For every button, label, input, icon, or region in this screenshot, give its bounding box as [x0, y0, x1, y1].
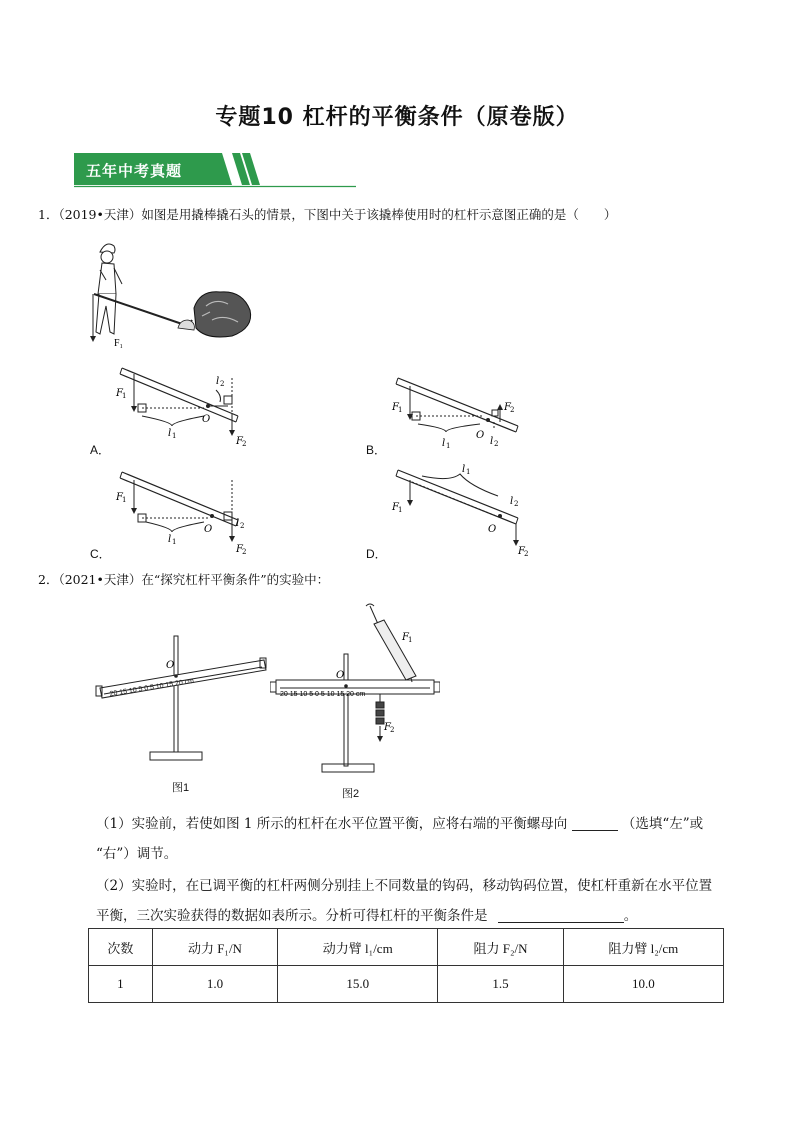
svg-text:1: 1 — [446, 442, 451, 450]
table-row — [89, 966, 724, 1003]
question-2-text: 2．（2021•天津）在“探究杠杆平衡条件”的实验中： — [38, 572, 330, 587]
page-title: 专题10 杠杆的平衡条件（原卷版） — [215, 105, 579, 130]
svg-text:l: l — [442, 438, 446, 449]
svg-text:2: 2 — [240, 522, 245, 530]
svg-text:F: F — [116, 492, 123, 503]
table-header-row — [89, 929, 724, 966]
question-1-text: 1．（2019•天津）如图是用撬棒撬石头的情景，下图中关于该撬棒使用时的杠杆示意图正确的是（ ） — [38, 207, 617, 222]
table-cell: 1.0 — [152, 966, 277, 1003]
svg-text:1: 1 — [172, 432, 177, 440]
section-banner-label: 五年中考真题 — [86, 162, 183, 180]
svg-text:F: F — [236, 436, 243, 447]
svg-text:l: l — [490, 436, 494, 447]
svg-text:2: 2 — [524, 550, 529, 556]
f1-label: F₁ — [114, 338, 124, 349]
part-1-text-a: （1）实验前，若使如图 1 所示的杠杆在水平位置平衡，应将右端的平衡螺母向 — [96, 816, 568, 832]
part-2-text-b: 平衡，三次实验获得的数据如表所示。分析可得杠杆的平衡条件是 — [96, 908, 488, 924]
svg-text:F: F — [518, 546, 525, 556]
svg-text:1: 1 — [398, 506, 403, 514]
figure-1-caption: 图1 — [172, 782, 190, 794]
svg-text:l: l — [168, 534, 172, 545]
svg-text:1: 1 — [408, 636, 413, 644]
table-header-cell: 动力臂 l₁/cm — [278, 929, 438, 966]
option-c-diagram — [112, 466, 252, 556]
lever-figure-2 — [270, 602, 440, 774]
svg-text:1: 1 — [122, 392, 127, 400]
svg-text:l: l — [216, 376, 220, 387]
option-d-diagram — [390, 462, 540, 556]
svg-text:O: O — [476, 430, 485, 441]
svg-text:l: l — [510, 496, 514, 507]
figure-2-caption: 图2 — [342, 788, 360, 800]
svg-text:20 15 10 5 0 5 10 15 20 cm: 20 15 10 5 0 5 10 15 20 cm — [109, 677, 195, 698]
svg-text:O: O — [204, 524, 213, 535]
svg-text:20 15 10 5 0 5 10 15 20 cm: 20 15 10 5 0 5 10 15 20 cm — [280, 691, 366, 698]
svg-text:2: 2 — [242, 440, 247, 448]
svg-text:2: 2 — [242, 548, 247, 556]
svg-text:l: l — [462, 464, 466, 475]
answer-blank-1[interactable] — [572, 816, 618, 831]
table-cell: 15.0 — [278, 966, 438, 1003]
svg-text:2: 2 — [510, 406, 515, 414]
table-cell: 1 — [89, 966, 153, 1003]
svg-text:F: F — [392, 402, 399, 413]
svg-text:1: 1 — [466, 468, 471, 476]
svg-text:F: F — [384, 722, 391, 733]
svg-text:O: O — [202, 414, 211, 425]
part-1-text-b: （选填“左”或 — [621, 816, 704, 832]
option-b-diagram — [390, 370, 540, 454]
svg-text:F: F — [402, 632, 409, 643]
svg-text:l: l — [168, 428, 172, 439]
svg-text:2: 2 — [494, 440, 499, 448]
svg-text:F: F — [116, 388, 123, 399]
crowbar-scene-figure — [82, 236, 266, 350]
svg-text:O: O — [488, 524, 497, 535]
svg-text:O: O — [336, 670, 345, 681]
part-2-text-a: （2）实验时，在已调平衡的杠杆两侧分别挂上不同数量的钩码，移动钩码位置，使杠杆重新在水平位置 — [96, 878, 713, 894]
option-c-label: C． — [90, 547, 111, 561]
svg-text:2: 2 — [220, 380, 225, 388]
part-1-text-c: “右”）调节。 — [96, 846, 178, 862]
svg-text:1: 1 — [398, 406, 403, 414]
table-cell: 1.5 — [438, 966, 563, 1003]
option-a-label: A． — [90, 443, 111, 457]
data-table — [88, 928, 724, 1003]
svg-text:2: 2 — [390, 726, 395, 734]
option-a-diagram — [112, 362, 252, 454]
lever-figure-1 — [94, 632, 276, 766]
svg-text:O: O — [166, 660, 175, 671]
table-header-cell: 阻力臂 l₂/cm — [563, 929, 723, 966]
svg-text:1: 1 — [122, 496, 127, 504]
svg-text:1: 1 — [172, 538, 177, 546]
svg-text:F: F — [392, 502, 399, 513]
answer-blank-2[interactable] — [498, 908, 624, 923]
svg-text:F: F — [236, 544, 243, 555]
svg-text:l: l — [236, 518, 240, 529]
svg-text:2: 2 — [514, 500, 519, 508]
option-b-label: B． — [366, 443, 387, 457]
table-header-cell: 阻力 F₂/N — [438, 929, 563, 966]
table-header-cell: 动力 F₁/N — [152, 929, 277, 966]
option-d-label: D． — [366, 547, 387, 561]
part-2-end: 。 — [623, 908, 638, 924]
svg-text:F: F — [504, 402, 511, 413]
table-cell: 10.0 — [563, 966, 723, 1003]
table-header-cell: 次数 — [89, 929, 153, 966]
